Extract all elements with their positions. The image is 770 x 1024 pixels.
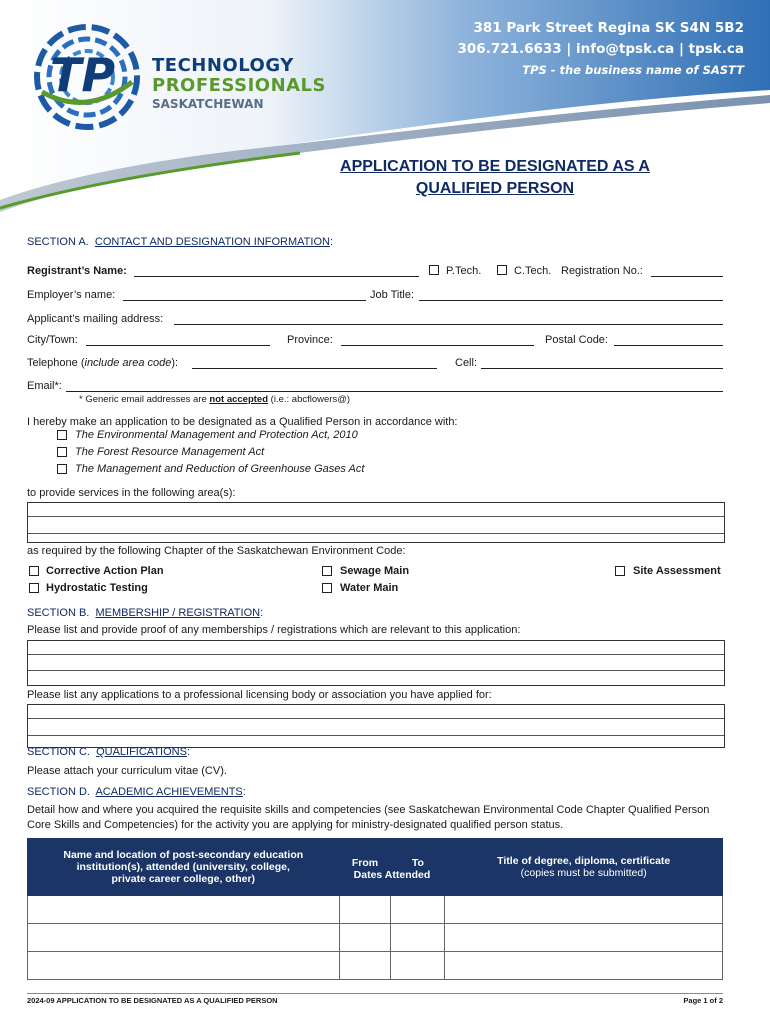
table-cell[interactable]: [28, 923, 340, 951]
applications-line-2: [28, 735, 724, 736]
act-checkbox-2[interactable]: [57, 447, 67, 457]
degree-column-header: [445, 839, 723, 896]
memberships-box[interactable]: [27, 640, 725, 686]
logo-mark: TP: [50, 48, 116, 102]
section-c-colon: :: [186, 746, 191, 758]
city-town-field[interactable]: [86, 345, 270, 346]
act-label-3: The Management and Reduction of Greenhouse Gases Act: [75, 463, 365, 475]
footer-divider: [27, 993, 723, 994]
table-cell[interactable]: [339, 951, 391, 979]
form-title-line2: QUALIFIED PERSON: [415, 180, 575, 197]
institution-header-line2: institution(s), attended (university, college,: [76, 860, 290, 873]
section-c-title: QUALIFICATIONS: [96, 746, 187, 758]
table-cell[interactable]: [391, 951, 445, 979]
cell-field[interactable]: [481, 368, 723, 369]
province-label: Province:: [287, 334, 333, 346]
hydrostatic-label: Hydrostatic Testing: [46, 582, 148, 594]
water-main-checkbox[interactable]: [322, 583, 332, 593]
corrective-action-checkbox[interactable]: [29, 566, 39, 576]
section-b-colon: :: [260, 607, 264, 619]
job-title-field[interactable]: [419, 300, 723, 301]
telephone-label-italic: include area code: [84, 357, 172, 369]
email-label: Email*:: [27, 380, 62, 392]
degree-header-line2: (copies must be submitted): [520, 866, 647, 879]
employer-name-field[interactable]: [123, 300, 366, 301]
cv-instruction: Please attach your curriculum vitae (CV).: [27, 765, 227, 777]
ptech-checkbox[interactable]: [429, 265, 439, 275]
email-field[interactable]: [66, 391, 723, 392]
section-d-colon: :: [242, 786, 246, 798]
tagline: TPS - the business name of SASTT: [522, 63, 744, 77]
ctech-label: C.Tech.: [514, 265, 552, 277]
table-cell[interactable]: [445, 951, 723, 979]
table-cell[interactable]: [445, 923, 723, 951]
act-label-2: The Forest Resource Management Act: [75, 446, 265, 458]
contact-line: 306.721.6633 | info@tpsk.ca | tpsk.ca: [457, 41, 744, 57]
section-d-heading: [27, 786, 246, 798]
registration-no-field[interactable]: [651, 276, 723, 277]
table-row: [28, 895, 723, 923]
section-a-title: CONTACT AND DESIGNATION INFORMATION: [94, 236, 330, 248]
section-c-heading: [27, 746, 190, 758]
table-row: [28, 951, 723, 979]
postal-code-label: Postal Code:: [545, 334, 608, 346]
postal-code-field[interactable]: [614, 345, 723, 346]
email-note-prefix: * Generic email addresses are: [79, 394, 210, 405]
telephone-label: [27, 357, 178, 369]
ptech-label: P.Tech.: [446, 265, 482, 277]
act-checkbox-1[interactable]: [57, 430, 67, 440]
email-note-bold: not accepted: [209, 394, 269, 405]
institution-header-line1: Name and location of post-secondary education: [63, 848, 304, 861]
section-b-prefix: SECTION B.: [27, 607, 90, 619]
site-assessment-checkbox[interactable]: [615, 566, 625, 576]
telephone-label-suffix: ):: [171, 357, 179, 369]
dates-attended-header: Dates Attended: [339, 839, 445, 881]
section-d-prefix: SECTION D.: [27, 786, 90, 798]
employer-name-label: Employer’s name:: [27, 289, 116, 301]
institution-column-header: [28, 839, 340, 896]
applications-line-1: [28, 718, 724, 719]
section-b-title: MEMBERSHIP / REGISTRATION: [95, 607, 261, 619]
hydrostatic-checkbox[interactable]: [29, 583, 39, 593]
to-label: To: [411, 856, 424, 869]
academic-instruction-line1: Detail how and where you acquired the requisite skills and competencies (see Saskatchewan Environmental Code Chapter Qualified Person: [27, 804, 710, 816]
registrant-name-label: Registrant’s Name:: [27, 265, 127, 277]
table-cell[interactable]: [28, 895, 340, 923]
section-b-heading: [27, 607, 263, 619]
memberships-line-2: [28, 670, 724, 671]
site-assessment-label: Site Assessment: [633, 565, 721, 577]
act-label-1: The Environmental Management and Protection Act, 2010: [75, 429, 358, 441]
memberships-instruction: Please list and provide proof of any memberships / registrations which are relevant to this application:: [27, 624, 521, 636]
act-checkbox-3[interactable]: [57, 464, 67, 474]
academic-instruction-line2: Core Skills and Competencies) for the activity you are applying for ministry-designated qualified person status.: [27, 819, 564, 831]
as-required-label: as required by the following Chapter of the Saskatchewan Environment Code:: [27, 545, 406, 557]
telephone-label-prefix: Telephone (: [27, 357, 85, 369]
memberships-line-1: [28, 654, 724, 655]
from-label: From: [351, 856, 379, 869]
logo-professionals: PROFESSIONALS: [152, 75, 326, 96]
form-title-line1: APPLICATION TO BE DESIGNATED AS A: [340, 158, 650, 175]
service-areas-line-2: [28, 533, 724, 534]
section-a-heading: [27, 236, 333, 248]
table-cell[interactable]: [339, 895, 391, 923]
registrant-name-field[interactable]: [134, 276, 419, 277]
section-a-colon: :: [329, 236, 334, 248]
provide-services-label: to provide services in the following area(s):: [27, 487, 236, 499]
service-areas-line-1: [28, 516, 724, 517]
logo-saskatchewan: SASKATCHEWAN: [152, 97, 264, 111]
ctech-checkbox[interactable]: [497, 265, 507, 275]
province-field[interactable]: [341, 345, 534, 346]
corrective-action-label: Corrective Action Plan: [46, 565, 164, 577]
city-town-label: City/Town:: [27, 334, 78, 346]
section-c-prefix: SECTION C.: [27, 746, 90, 758]
cell-label: Cell:: [455, 357, 478, 369]
email-note: [79, 394, 350, 405]
email-note-suffix: (i.e.: abcflowers@): [268, 394, 351, 405]
degree-header-line1: Title of degree, diploma, certificate: [497, 854, 671, 867]
table-cell[interactable]: [28, 951, 340, 979]
job-title-label: Job Title:: [370, 289, 415, 301]
section-d-title: ACADEMIC ACHIEVEMENTS: [95, 786, 243, 798]
telephone-field[interactable]: [192, 368, 437, 369]
mailing-address-label: Applicant’s mailing address:: [27, 313, 164, 325]
registration-no-label: Registration No.:: [561, 265, 643, 277]
logo-technology: TECHNOLOGY: [152, 55, 294, 76]
hereby-statement: I hereby make an application to be designated as a Qualified Person in accordance with:: [27, 416, 458, 428]
academic-table: [27, 838, 723, 980]
water-main-label: Water Main: [340, 582, 399, 594]
service-areas-box[interactable]: [27, 502, 725, 543]
footer-page-number: Page 1 of 2: [683, 996, 723, 1005]
sewage-main-checkbox[interactable]: [322, 566, 332, 576]
applications-instruction: Please list any applications to a professional licensing body or association you have applied for:: [27, 689, 492, 701]
from-column-header: [339, 856, 391, 896]
footer-left: 2024-09 APPLICATION TO BE DESIGNATED AS A QUALIFIED PERSON: [27, 996, 278, 1005]
table-cell[interactable]: [339, 923, 391, 951]
address-line: 381 Park Street Regina SK S4N 5B2: [473, 20, 744, 36]
table-cell[interactable]: [391, 923, 445, 951]
mailing-address-field[interactable]: [174, 324, 723, 325]
table-cell[interactable]: [391, 895, 445, 923]
table-row: [28, 923, 723, 951]
table-cell[interactable]: [445, 895, 723, 923]
sewage-main-label: Sewage Main: [340, 565, 410, 577]
section-a-prefix: SECTION A.: [27, 236, 89, 248]
institution-header-line3: private career college, other): [111, 872, 256, 885]
applications-box[interactable]: [27, 704, 725, 748]
